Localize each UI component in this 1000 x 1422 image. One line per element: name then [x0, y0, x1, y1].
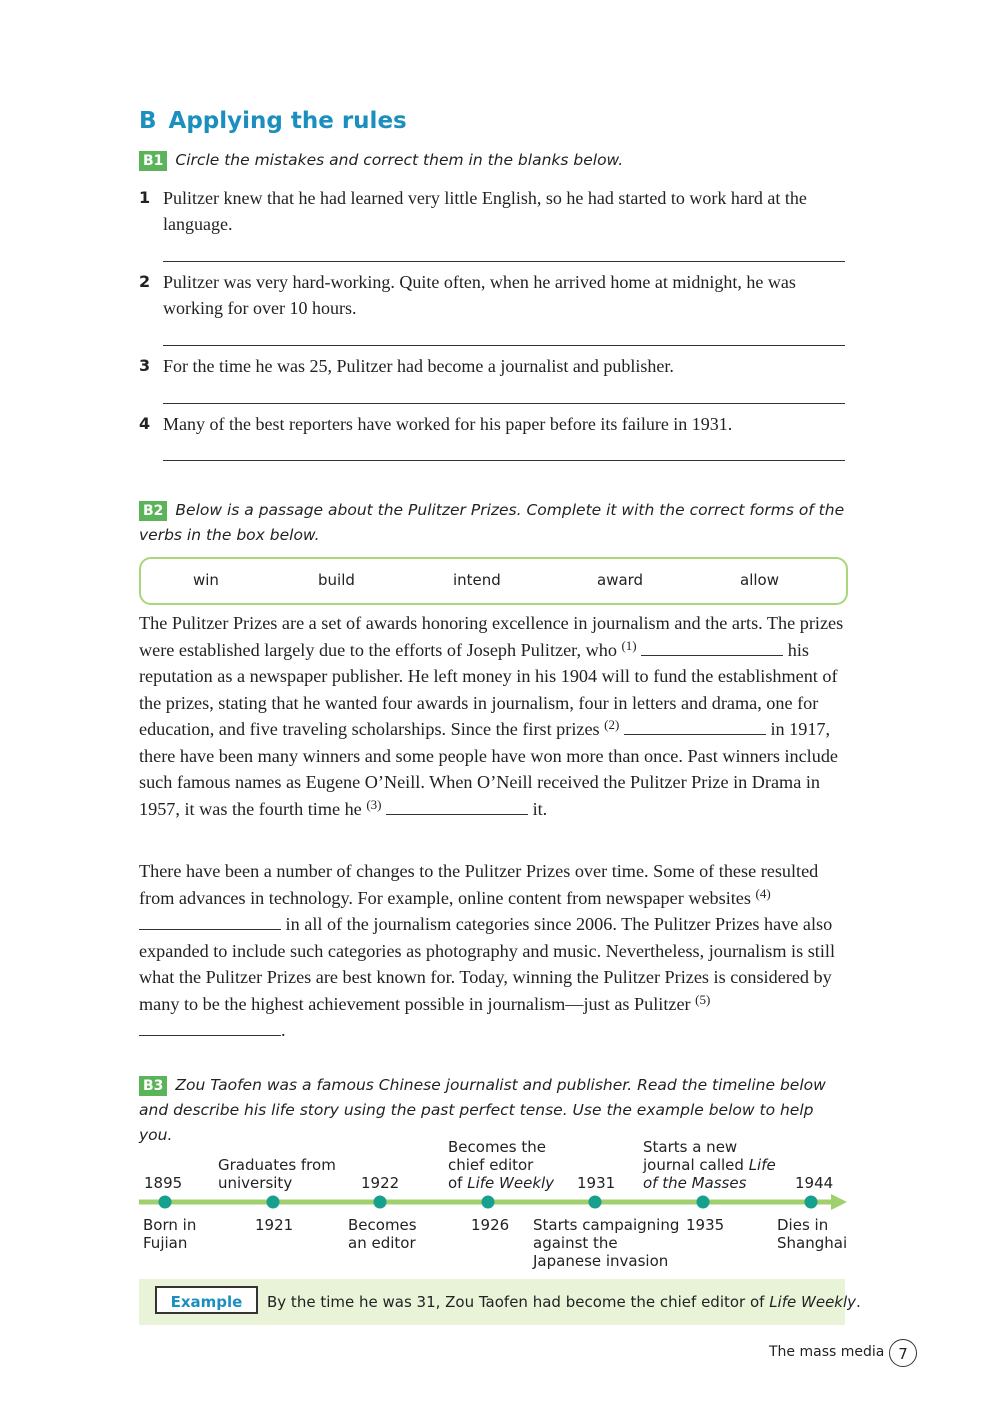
timeline-dot [482, 1196, 495, 1209]
word-box-item: build [318, 571, 355, 589]
timeline-event: Graduates from university [218, 1156, 336, 1192]
answer-blank-3[interactable] [163, 403, 845, 404]
b1-tag: B1 [139, 151, 167, 171]
timeline-event: Born in Fujian [143, 1216, 197, 1252]
b2-tag: B2 [139, 501, 167, 521]
question-number: 2 [139, 272, 151, 291]
blank-number: (5) [695, 991, 711, 1007]
section-heading [139, 108, 407, 134]
blank-number: (2) [604, 717, 620, 732]
timeline-dot [374, 1196, 387, 1209]
blank-number: (4) [755, 885, 771, 901]
fill-blank-1[interactable] [641, 639, 783, 656]
fill-blank-5[interactable] [139, 1019, 281, 1036]
question-text: Pulitzer knew that he had learned very little English, so he had started to work hard at the language. [163, 188, 807, 234]
question-1 [139, 185, 849, 237]
page-number: 7 [889, 1339, 917, 1367]
passage-text: There have been a number of changes to the Pulitzer Prizes over time. Some of these resulted from advances in technology. For example, online content from newspaper websites [139, 861, 819, 908]
blank-number: (1) [621, 637, 637, 653]
question-4 [139, 411, 849, 437]
timeline-dot [805, 1196, 818, 1209]
timeline-dot [589, 1196, 602, 1209]
passage-text: his reputation as a newspaper publisher. He left money in his 1904 will to fund the establishment of the prizes, stating that he wanted four awards in journalism, four in letters and drama, one for education, and five traveling scholarships. Since the first prizes [139, 639, 838, 739]
fill-blank-4[interactable] [139, 913, 281, 930]
timeline-event: Starts a new journal called Life of the Masses [643, 1138, 776, 1192]
passage-paragraph-1 [139, 610, 851, 822]
b1-instruction: Circle the mistakes and correct them in the blanks below. [175, 151, 624, 169]
section-letter: B [139, 108, 157, 134]
timeline-year: 1935 [686, 1216, 725, 1234]
question-text: Many of the best reporters have worked for his paper before its failure in 1931. [163, 414, 733, 434]
passage-paragraph-2 [139, 858, 851, 1044]
timeline-dot [267, 1196, 280, 1209]
answer-blank-1[interactable] [163, 261, 845, 262]
answer-blank-4[interactable] [163, 460, 845, 461]
word-box-item: award [597, 571, 644, 589]
section-title: Applying the rules [168, 108, 407, 134]
timeline-dot [159, 1196, 172, 1209]
b3-instruction: Zou Taofen was a famous Chinese journalist and publisher. Read the timeline below and describe his life story using the past perfect tense. Use the example below to help you. [139, 1076, 826, 1144]
example-label: Example [155, 1286, 258, 1314]
timeline-year: 1895 [144, 1174, 183, 1192]
timeline-dot [697, 1196, 710, 1209]
timeline-event: Becomes an editor [348, 1216, 417, 1252]
word-box-item: win [193, 571, 219, 589]
b3-tag: B3 [139, 1076, 167, 1096]
answer-blank-2[interactable] [163, 345, 845, 346]
question-2 [139, 269, 849, 321]
passage-text: The Pulitzer Prizes are a set of awards honoring excellence in journalism and the arts. The prizes were established largely due to the efforts of Joseph Pulitzer, who [139, 613, 844, 660]
timeline-year: 1931 [577, 1174, 616, 1192]
b2-instruction: Below is a passage about the Pulitzer Prizes. Complete it with the correct forms of the verbs in the box below. [139, 501, 845, 544]
question-text: For the time he was 25, Pulitzer had become a journalist and publisher. [163, 356, 674, 376]
b1-header [139, 148, 623, 173]
blank-number: (3) [366, 796, 382, 812]
question-number: 3 [139, 356, 151, 375]
fill-blank-3[interactable] [386, 798, 528, 815]
timeline-year: 1921 [255, 1216, 294, 1234]
timeline-event: Becomes the chief editor of Life Weekly [448, 1138, 555, 1192]
example-sentence: By the time he was 31, Zou Taofen had become the chief editor of Life Weekly. [267, 1293, 861, 1311]
passage-text: it. [528, 798, 548, 819]
word-box-item: allow [740, 571, 779, 589]
word-box [139, 557, 848, 605]
question-number: 1 [139, 188, 151, 207]
timeline-axis [139, 1190, 851, 1216]
passage-text: . [281, 1020, 286, 1040]
timeline-arrowhead [831, 1194, 847, 1210]
timeline-year: 1944 [795, 1174, 834, 1192]
passage-text: in all of the journalism categories since 2006. The Pulitzer Prizes have also expanded to include such categories as photography and music. Nevertheless, journalism is still what the Pulitzer Prizes are best known for. Today, winning the Pulitzer Prizes is considered by many to be the highest achievement possible in journalism—just as Pulitzer [139, 914, 836, 1014]
timeline-year: 1926 [471, 1216, 510, 1234]
timeline-event: Starts campaigning against the Japanese invasion [533, 1216, 680, 1270]
b3-header [139, 1073, 851, 1148]
passage-text: in 1917, there have been many winners and some people have won more than once. Past winners include such famous names as Eugene O’Neill. When O’Neill received the Pulitzer Prize in Drama in 1957, it was the fourth time he [139, 719, 838, 819]
word-box-item: intend [453, 571, 501, 589]
b2-header [139, 498, 849, 548]
question-number: 4 [139, 414, 151, 433]
timeline-year: 1922 [361, 1174, 400, 1192]
question-3 [139, 353, 849, 379]
footer-unit-title: The mass media [769, 1344, 885, 1360]
fill-blank-2[interactable] [624, 718, 766, 735]
question-text: Pulitzer was very hard-working. Quite often, when he arrived home at midnight, he was working for over 10 hours. [163, 272, 796, 318]
timeline-event: Dies in Shanghai [777, 1216, 848, 1252]
